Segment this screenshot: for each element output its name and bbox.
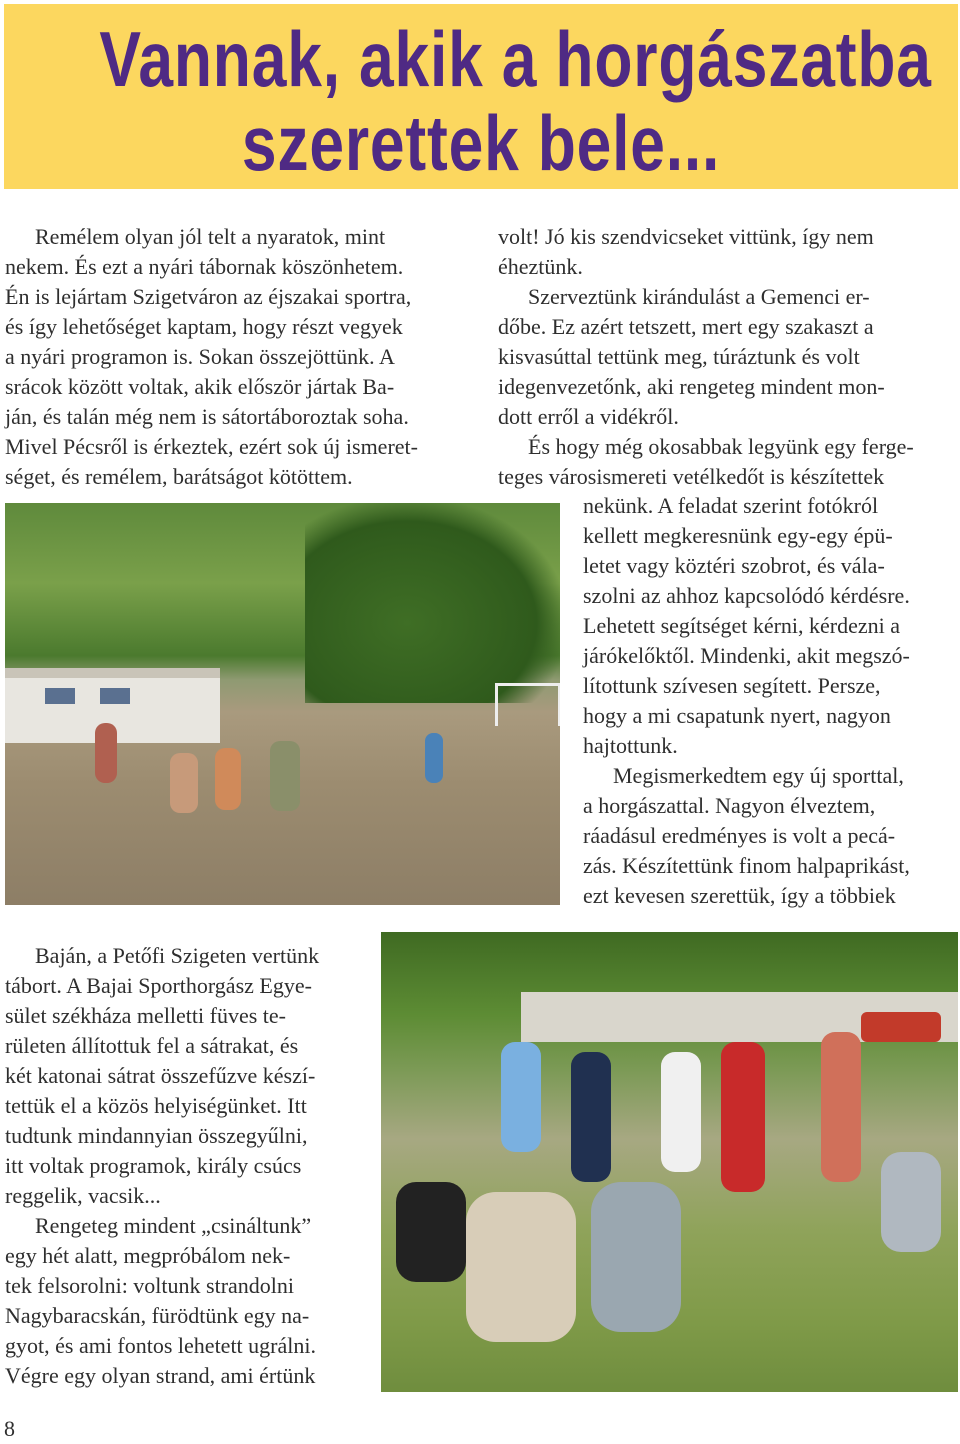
page-title-line-2: szerettek bele... — [241, 99, 721, 187]
person — [821, 1032, 861, 1182]
text-line: Mivel Pécsről is érkeztek, ezért sok új ismeret- — [5, 434, 418, 459]
text-line: srácok között voltak, akik először jártak Ba- — [5, 374, 395, 399]
text-line: reggelik, vacsik... — [5, 1183, 161, 1208]
text-line: nekem. És ezt a nyári tábornak köszönhetem. — [5, 254, 404, 279]
person — [591, 1182, 681, 1332]
text-line: Megismerkedtem egy új sporttal, — [613, 763, 904, 788]
photo-football-game — [5, 503, 560, 905]
text-line: sület székháza melletti füves te- — [5, 1003, 286, 1028]
window — [45, 688, 75, 704]
player — [270, 741, 300, 811]
text-line: a horgászattal. Nagyon élveztem, — [583, 793, 876, 818]
text-line: dőbe. Ez azért tetszett, mert egy szakaszt a — [498, 314, 874, 339]
person — [721, 1042, 765, 1192]
text-line: Lehetett segítséget kérni, kérdezni a — [583, 613, 901, 638]
person — [466, 1192, 576, 1342]
person — [501, 1042, 541, 1152]
player — [95, 723, 117, 783]
text-line: ráadásul eredményes is volt a pecá- — [583, 823, 896, 848]
text-line: Végre egy olyan strand, ami értünk — [5, 1363, 316, 1388]
page-number: 8 — [4, 1416, 15, 1441]
text-line: tábort. A Bajai Sporthorgász Egye- — [5, 973, 312, 998]
person — [881, 1152, 941, 1252]
text-line: rületen állítottuk fel a sátrakat, és — [5, 1033, 299, 1058]
text-line: tudtunk mindannyian összegyűlni, — [5, 1123, 308, 1148]
text-line: Szerveztünk kirándulást a Gemenci er- — [528, 284, 870, 309]
title-banner — [4, 4, 958, 189]
text-line: Remélem olyan jól telt a nyaratok, mint — [35, 224, 386, 249]
text-line: hogy a mi csapatunk nyert, nagyon — [583, 703, 891, 728]
text-line: Nagybaracskán, fürödtünk egy na- — [5, 1303, 310, 1328]
text-line: gyot, és ami fontos lehetett ugrálni. — [5, 1333, 316, 1358]
text-line: dott erről a vidékről. — [498, 404, 679, 429]
trees — [305, 503, 560, 703]
person — [396, 1182, 466, 1282]
text-line: És hogy még okosabbak legyünk egy ferge- — [528, 434, 914, 459]
red-car — [861, 1012, 941, 1042]
text-line: Rengeteg mindent „csináltunk” — [35, 1213, 312, 1238]
person — [661, 1052, 701, 1172]
text-line: letet vagy köztéri szobrot, és vála- — [583, 553, 885, 578]
text-line: két katonai sátrat összefűzve készí- — [5, 1063, 316, 1088]
text-line: a nyári programon is. Sokan összejöttünk. A — [5, 344, 395, 369]
photo-group-of-campers — [381, 932, 958, 1392]
text-line: tettük el a közös helyiségünket. Itt — [5, 1093, 307, 1118]
text-line: kellett megkeresnünk egy-egy épü- — [583, 523, 893, 548]
text-line: lítottunk szívesen segített. Persze, — [583, 673, 881, 698]
text-line: szolni az ahhoz kapcsolódó kérdésre. — [583, 583, 910, 608]
text-line: Én is lejártam Szigetváron az éjszakai sportra, — [5, 284, 412, 309]
player — [425, 733, 443, 783]
text-line: teges városismereti vetélkedőt is készítettek — [498, 464, 885, 489]
text-line: tek felsorolni: voltunk strandolni — [5, 1273, 295, 1298]
text-line: járókelőktől. Mindenki, akit megszó- — [583, 643, 910, 668]
text-line: ezt kevesen szerettük, így a többiek — [583, 883, 896, 908]
player — [215, 748, 241, 810]
text-line: Baján, a Petőfi Szigeten vertünk — [35, 943, 320, 968]
text-line: és így lehetőséget kaptam, hogy részt vegyek — [5, 314, 403, 339]
page-title-line-1: Vannak, akik a horgászatba — [99, 15, 932, 103]
text-line: egy hét alatt, megpróbálom nek- — [5, 1243, 291, 1268]
text-line: volt! Jó kis szendvicseket vittünk, így nem — [498, 224, 874, 249]
text-line: hajtottunk. — [583, 733, 678, 758]
text-line: itt voltak programok, király csúcs — [5, 1153, 302, 1178]
goal-post — [495, 683, 560, 726]
text-line: nekünk. A feladat szerint fotókról — [583, 493, 879, 518]
text-line: éheztünk. — [498, 254, 583, 279]
text-line: kisvasúttal tettünk meg, túráztunk és volt — [498, 344, 860, 369]
window — [100, 688, 130, 704]
text-line: idegenvezetőnk, aki rengeteg mindent mon- — [498, 374, 885, 399]
person — [571, 1052, 611, 1182]
text-line: zás. Készítettünk finom halpaprikást, — [583, 853, 910, 878]
text-line: séget, és remélem, barátságot kötöttem. — [5, 464, 353, 489]
building-roof — [5, 668, 220, 678]
player — [170, 753, 198, 813]
text-line: ján, és talán még nem is sátortáboroztak soha. — [5, 404, 409, 429]
